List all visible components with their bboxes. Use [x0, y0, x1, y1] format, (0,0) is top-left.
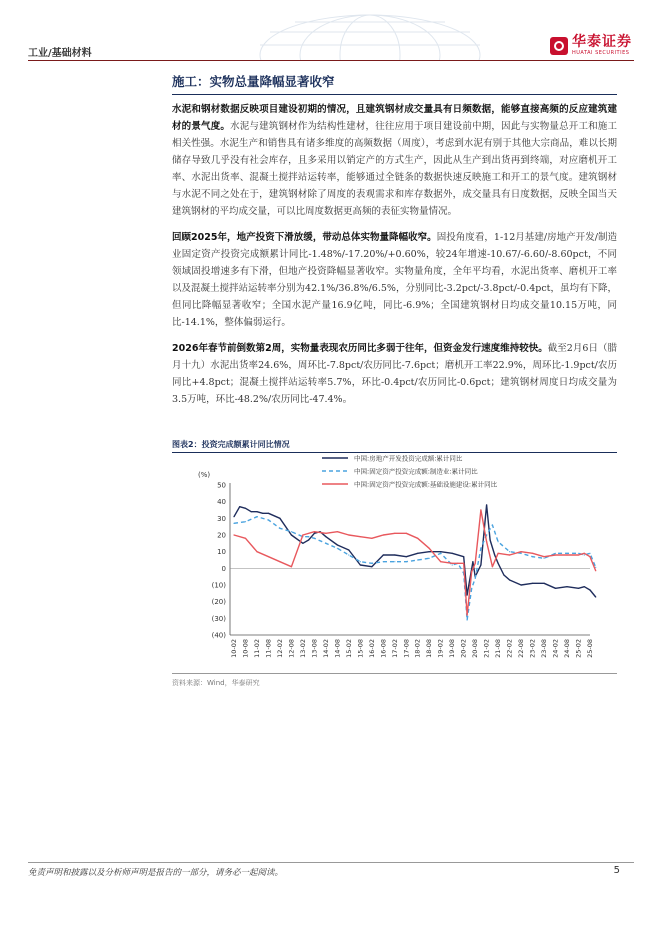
data-point-1: [498, 563, 499, 564]
investment-line-chart: [172, 455, 617, 671]
data-point-3: [555, 554, 556, 555]
data-point-1: [233, 516, 234, 517]
data-point-2: [245, 521, 246, 522]
x-tick-label: 21-08: [494, 639, 503, 658]
data-point-3: [268, 556, 269, 557]
data-point-2: [578, 553, 579, 554]
huatai-logo-icon: [550, 37, 568, 55]
data-point-2: [360, 561, 361, 562]
data-point-2: [417, 559, 418, 560]
y-tick-label: (30): [211, 614, 226, 623]
data-point-3: [256, 551, 257, 552]
data-point-1: [383, 554, 384, 555]
paragraph-2: [172, 229, 617, 331]
y-unit-label: (%): [198, 471, 211, 479]
data-point-3: [394, 533, 395, 534]
data-point-3: [452, 563, 453, 564]
data-point-3: [360, 536, 361, 537]
data-point-1: [494, 554, 495, 555]
data-point-2: [595, 567, 596, 568]
data-point-3: [302, 534, 303, 535]
logo-name-cn: 华泰证券: [572, 34, 632, 50]
data-point-3: [417, 538, 418, 539]
figure-title-divider: [172, 452, 617, 453]
data-point-3: [291, 566, 292, 567]
data-point-3: [467, 614, 468, 615]
data-point-1: [584, 586, 585, 587]
data-point-1: [406, 556, 407, 557]
data-point-2: [308, 536, 309, 537]
data-point-3: [589, 556, 590, 557]
data-point-1: [360, 564, 361, 565]
series-line-1: [234, 505, 596, 597]
paragraph-1-lead: 水泥和钢材数据反映项目建设初期的情况，且建筑钢材成交量具有日频数据，能够直接高频的反应建筑建材的景气度。: [172, 104, 617, 132]
data-point-2: [337, 548, 338, 549]
data-point-3: [498, 553, 499, 554]
x-tick-label: 11-02: [252, 639, 261, 658]
x-tick-label: 10-08: [241, 639, 250, 658]
x-tick-label: 21-02: [482, 639, 491, 658]
paragraph-3-body: 截至2月6日（腊月十九）水泥出货率24.6%，周环比-7.8pct/农历同比-7.6pct；磨机开工率22.9%，周环比-1.9pct/农历同比+4.8pct；混凝土搅拌站运转率5.7%，环比-0.4pct/农历同比-0.6pct；建筑钢材周度日均成交量为3.5万吨，环比-48.2%/农历同比-47.4%。: [172, 343, 617, 405]
data-point-2: [406, 561, 407, 562]
data-point-1: [325, 536, 326, 537]
x-tick-label: 10-02: [230, 639, 238, 658]
section-title: 施工：实物总量降幅显著收窄: [172, 72, 617, 95]
data-point-1: [262, 513, 263, 514]
legend-label-2: 中国:固定资产投资完成额:制造业:累计同比: [354, 467, 478, 476]
x-tick-label: 16-02: [367, 639, 376, 658]
y-tick-label: (10): [211, 581, 226, 590]
data-point-2: [452, 564, 453, 565]
y-tick-label: 30: [217, 514, 226, 523]
data-point-1: [463, 556, 464, 557]
data-point-3: [406, 533, 407, 534]
data-point-1: [302, 543, 303, 544]
paragraph-3: [172, 340, 617, 408]
x-tick-label: 20-02: [459, 639, 468, 658]
data-point-3: [279, 561, 280, 562]
data-point-1: [480, 564, 481, 565]
data-point-2: [256, 516, 257, 517]
data-point-1: [503, 574, 504, 575]
paragraph-1-body: 水泥与建筑钢材作为结构性建材，往往应用于项目建设前中期，因此与实物量总开工和施工相关性强。水泥生产和销售具有诸多维度的高频数据（周度），考虑到水泥有别于其他大宗商品，难以长期储存导致几乎没有社会库存，且多采用以销定产的方式生产，因此从生产到出货再到终端，对应磨机开工率、水泥出货率、混凝土搅拌站运转率，能够通过全链条的数据快速反映施工和开工的景气度。建筑钢材与水泥不同之处在于，建筑钢材除了周度的表观需求和库存数据外，成交量具有日度数据，反映全国当天建筑钢材的平均成交量，可以比周度数据更高频的表征实物量情况。: [172, 121, 617, 217]
data-point-1: [348, 549, 349, 550]
x-tick-label: 13-08: [310, 639, 319, 658]
data-point-1: [337, 544, 338, 545]
paragraph-1: [172, 101, 617, 220]
x-tick-label: 22-02: [505, 639, 514, 658]
y-tick-label: (20): [211, 598, 226, 607]
x-tick-label: 19-02: [436, 639, 445, 658]
data-point-1: [595, 596, 596, 597]
globe-watermark-icon: [240, 10, 500, 60]
data-point-1: [486, 504, 487, 505]
header-category: 工业/基础材料: [28, 48, 92, 59]
data-point-2: [492, 524, 493, 525]
figure-bottom-divider: [172, 673, 617, 674]
data-point-1: [268, 513, 269, 514]
data-point-3: [325, 533, 326, 534]
data-point-1: [521, 584, 522, 585]
x-tick-label: 14-08: [333, 639, 342, 658]
data-point-2: [589, 553, 590, 554]
main-content: [172, 72, 617, 408]
data-point-2: [480, 548, 481, 549]
data-point-3: [475, 563, 476, 564]
data-point-3: [429, 548, 430, 549]
data-point-1: [314, 533, 315, 534]
y-tick-label: 40: [217, 498, 226, 507]
data-point-1: [308, 539, 309, 540]
data-point-3: [471, 571, 472, 572]
x-tick-label: 23-02: [528, 639, 537, 658]
data-point-2: [498, 541, 499, 542]
data-point-2: [521, 553, 522, 554]
y-tick-label: 20: [217, 531, 226, 540]
x-tick-label: 25-02: [574, 639, 583, 658]
data-point-1: [467, 594, 468, 595]
data-point-1: [509, 579, 510, 580]
data-point-1: [429, 551, 430, 552]
data-point-1: [245, 508, 246, 509]
data-point-2: [348, 554, 349, 555]
data-point-1: [251, 511, 252, 512]
data-point-2: [325, 543, 326, 544]
data-point-3: [337, 531, 338, 532]
data-point-3: [371, 538, 372, 539]
data-point-3: [463, 563, 464, 564]
company-logo: [550, 35, 632, 56]
x-tick-label: 12-02: [275, 639, 284, 658]
data-point-3: [532, 553, 533, 554]
data-point-1: [490, 539, 491, 540]
data-point-3: [509, 554, 510, 555]
data-point-3: [233, 534, 234, 535]
data-point-1: [394, 554, 395, 555]
figure-source: 资料来源：Wind，华泰研究: [172, 679, 260, 687]
y-tick-label: 10: [217, 548, 226, 557]
data-point-3: [578, 554, 579, 555]
data-point-1: [589, 589, 590, 590]
y-tick-label: 50: [217, 481, 226, 490]
data-point-2: [371, 563, 372, 564]
data-point-2: [314, 538, 315, 539]
data-point-3: [584, 553, 585, 554]
data-point-2: [544, 558, 545, 559]
x-tick-label: 15-02: [344, 639, 353, 658]
data-point-2: [291, 531, 292, 532]
data-point-3: [480, 509, 481, 510]
x-tick-label: 17-08: [402, 639, 411, 658]
data-point-1: [452, 553, 453, 554]
data-point-3: [314, 531, 315, 532]
x-tick-label: 20-08: [471, 639, 480, 658]
data-point-1: [544, 583, 545, 584]
data-point-1: [279, 518, 280, 519]
data-point-3: [566, 554, 567, 555]
data-point-1: [291, 534, 292, 535]
data-point-1: [256, 511, 257, 512]
data-point-3: [348, 534, 349, 535]
data-point-2: [584, 554, 585, 555]
paragraph-3-lead: 2026年春节前倒数第2周，实物量表现农历同比多弱于往年，但资金发行速度维持较快。: [172, 343, 548, 354]
legend-label-3: 中国:固定资产投资完成额:基础设施建设:累计同比: [354, 480, 498, 489]
data-point-2: [471, 588, 472, 589]
data-point-2: [475, 578, 476, 579]
data-point-3: [595, 570, 596, 571]
data-point-1: [239, 506, 240, 507]
x-tick-label: 13-02: [298, 639, 307, 658]
x-tick-label: 19-08: [448, 639, 457, 658]
x-tick-label: 24-08: [563, 639, 572, 658]
data-point-2: [532, 556, 533, 557]
data-point-2: [467, 619, 468, 620]
x-tick-label: 22-08: [517, 639, 526, 658]
x-tick-label: 24-02: [551, 639, 560, 658]
data-point-2: [440, 553, 441, 554]
data-point-1: [417, 553, 418, 554]
data-point-3: [544, 556, 545, 557]
x-tick-label: 14-02: [321, 639, 330, 658]
data-point-3: [440, 561, 441, 562]
data-point-1: [532, 583, 533, 584]
data-point-2: [279, 528, 280, 529]
footer-disclaimer: 免责声明和披露以及分析师声明是报告的一部分，请务必一起阅读。: [28, 868, 284, 878]
logo-name-en: HUATAI SECURITIES: [572, 50, 630, 56]
x-tick-label: 23-08: [540, 639, 549, 658]
x-tick-label: 11-08: [264, 639, 273, 658]
data-point-3: [383, 534, 384, 535]
legend-label-1: 中国:房地产开发投资完成额:累计同比: [354, 455, 463, 463]
series-line-3: [234, 510, 596, 615]
paragraph-2-lead: 回顾2025年，地产投资下滑放缓，带动总体实物量降幅收窄。: [172, 232, 437, 243]
data-point-1: [472, 561, 473, 562]
data-point-1: [555, 588, 556, 589]
data-point-1: [440, 551, 441, 552]
y-tick-label: (40): [211, 631, 226, 640]
data-point-2: [394, 561, 395, 562]
data-point-1: [578, 588, 579, 589]
x-tick-label: 15-08: [356, 639, 365, 658]
data-point-2: [233, 523, 234, 524]
x-tick-label: 17-02: [390, 639, 399, 658]
header-divider: [28, 60, 634, 61]
data-point-3: [492, 566, 493, 567]
footer-divider: [28, 862, 634, 863]
x-tick-label: 25-08: [586, 639, 594, 658]
data-point-1: [566, 586, 567, 587]
data-point-2: [383, 561, 384, 562]
data-point-1: [371, 566, 372, 567]
data-point-2: [429, 558, 430, 559]
x-tick-label: 18-08: [425, 639, 434, 658]
page-number: 5: [613, 865, 620, 876]
y-tick-label: 0: [221, 564, 226, 573]
x-tick-label: 16-08: [379, 639, 388, 658]
data-point-3: [457, 563, 458, 564]
data-point-3: [521, 551, 522, 552]
figure-title: 图表2：投资完成额累计同比情况: [172, 440, 290, 449]
data-point-3: [245, 538, 246, 539]
x-tick-label: 12-08: [287, 639, 296, 658]
data-point-2: [566, 553, 567, 554]
data-point-2: [509, 551, 510, 552]
data-point-2: [555, 553, 556, 554]
paragraph-2-body: 固投角度看，1-12月基建/房地产开发/制造业固定资产投资完成额累计同比-1.48%/-17.20%/+0.60%，较24年增速-10.67/-6.60/-8.60pct，不同领域固投增速多有下滑，但地产投资降幅显著收窄。实物量角度，全年平均看，水泥出货率、磨机开工率以及混凝土搅拌站运转率分别为42.1%/36.8%/6.5%，分别同比-3.2pct/-3.8pct/-0.4pct，虽均有下降，但同比降幅显著收窄；全国水泥产量16.9亿吨，同比-6.9%；全国建筑钢材日均成交量10.15万吨，同比-14.1%，整体偏弱运行。: [172, 232, 617, 328]
data-point-2: [268, 519, 269, 520]
x-tick-label: 18-02: [413, 639, 422, 658]
data-point-3: [486, 541, 487, 542]
